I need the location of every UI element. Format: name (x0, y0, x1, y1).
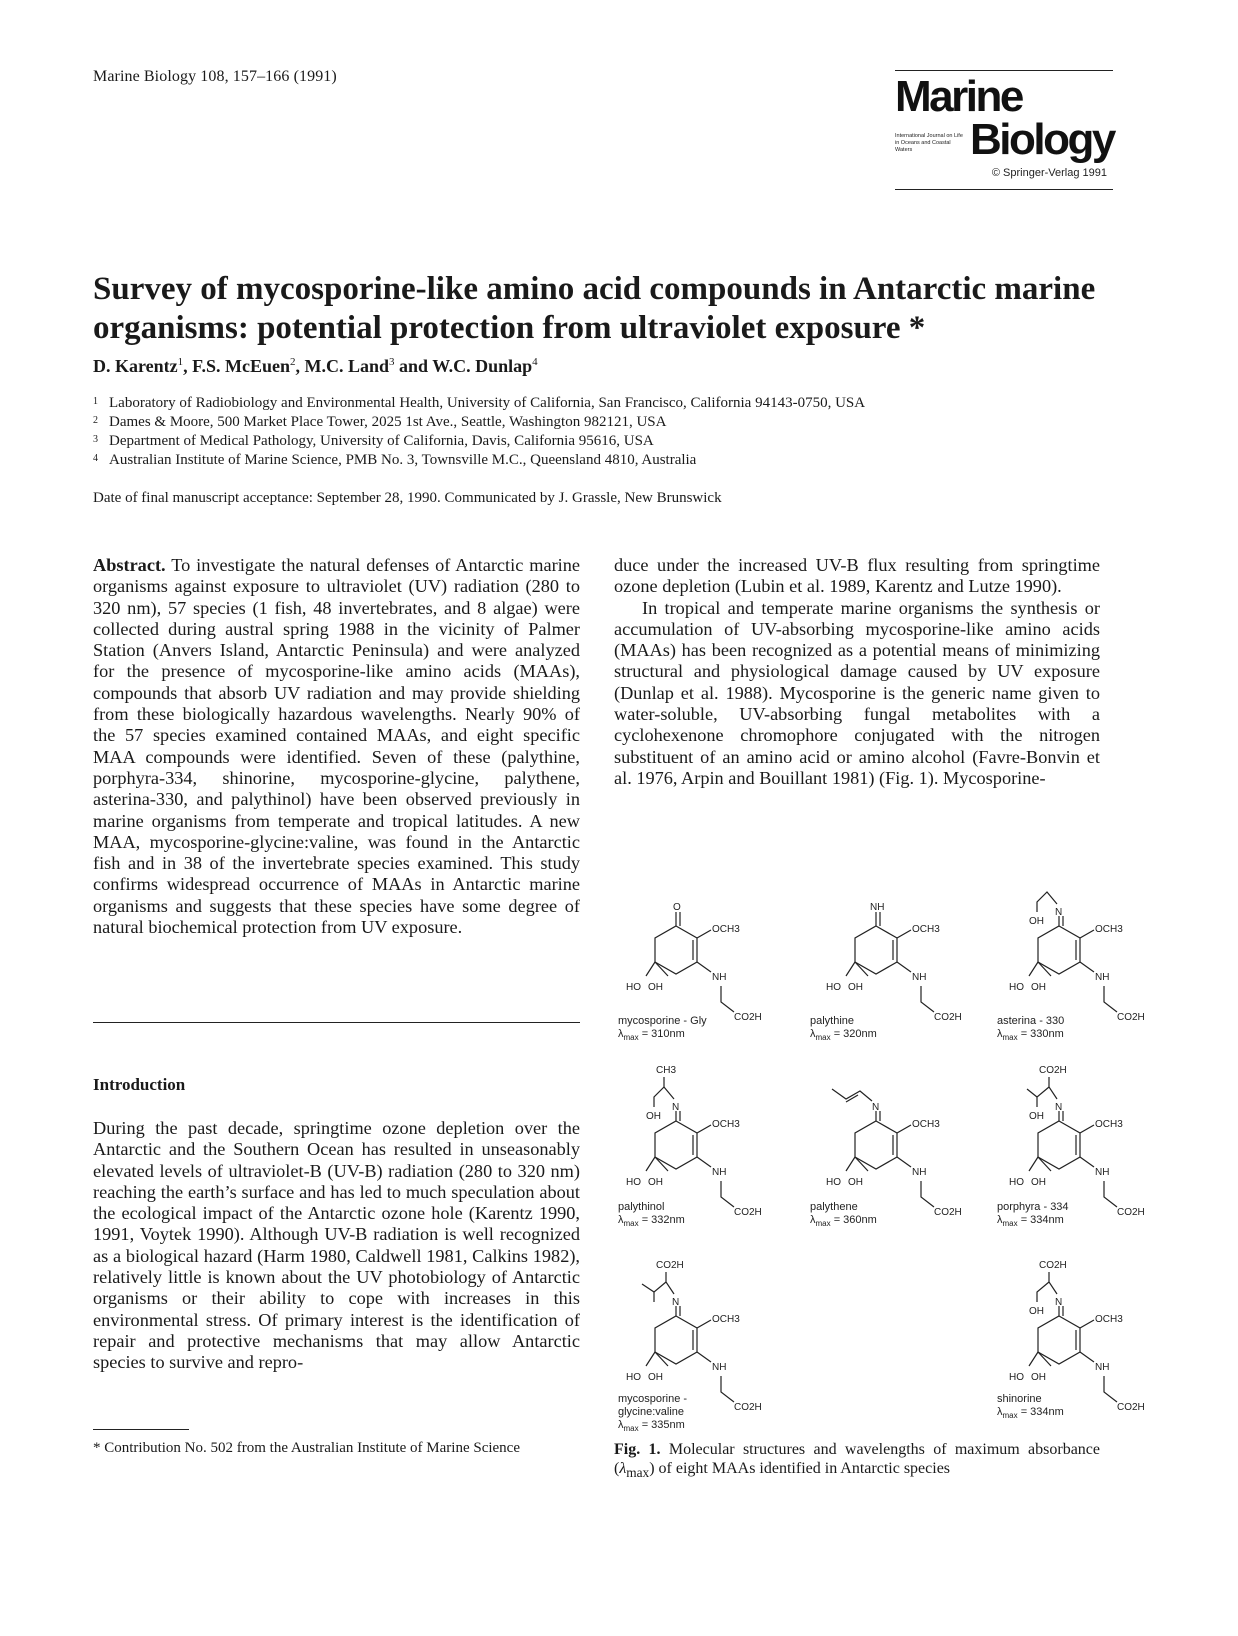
svg-text:HO: HO (1009, 1372, 1024, 1383)
affiliation (93, 394, 1143, 413)
molecule-name: porphyra - 334 (997, 1201, 1069, 1213)
molecule-label (997, 1393, 1064, 1422)
structure-porphyra-334 (1009, 1065, 1145, 1218)
molecule-lambda: = 335nm (641, 1419, 685, 1431)
svg-text:N: N (872, 1102, 880, 1113)
svg-text:NH: NH (1095, 1167, 1110, 1178)
footnote-marker: * (93, 1440, 101, 1456)
article-title: Survey of mycosporine-like amino acid compounds in Antarctic marine organisms: potential protection from ultraviolet exposure * (93, 271, 1096, 346)
author-sep: , (183, 356, 193, 376)
lambda-sub: max (623, 1033, 639, 1043)
affiliation-text: Australian Institute of Marine Science, PMB No. 3, Townsville M.C., Queensland 4810, Australia (109, 452, 697, 468)
molecule-name: asterina - 330 (997, 1015, 1065, 1027)
svg-text:CO2H: CO2H (934, 1207, 962, 1218)
logo-biology: Biology (970, 115, 1114, 164)
figure-number: Fig. 1. (614, 1441, 661, 1458)
lambda-sub: max (623, 1219, 639, 1229)
molecule-lambda: = 320nm (833, 1028, 877, 1040)
svg-text:OCH3: OCH3 (1095, 1314, 1123, 1325)
molecule-lambda: = 334nm (1020, 1406, 1064, 1418)
svg-text:CO2H: CO2H (934, 1012, 962, 1023)
svg-text:OCH3: OCH3 (712, 1119, 740, 1130)
svg-text:O: O (673, 902, 681, 913)
journal-citation: Marine Biology 108, 157–166 (1991) (93, 68, 337, 85)
svg-text:OH: OH (648, 982, 663, 993)
lambda-symbol: λ (810, 1028, 816, 1040)
lambda-sub: max (1002, 1033, 1018, 1043)
author-name: M.C. Land (304, 356, 390, 376)
svg-text:CO2H: CO2H (734, 1402, 762, 1413)
molecule-label (618, 1015, 707, 1044)
svg-text:CO2H: CO2H (656, 1260, 684, 1271)
molecule-name: mycosporine - glycine:valine (618, 1393, 688, 1418)
svg-text:NH: NH (1095, 972, 1110, 983)
svg-text:OCH3: OCH3 (912, 924, 940, 935)
lambda-symbol: λ (618, 1214, 624, 1226)
svg-text:HO: HO (1009, 1177, 1024, 1188)
lambda-symbol: λ (810, 1214, 816, 1226)
svg-text:OH: OH (1031, 1372, 1046, 1383)
svg-text:HO: HO (626, 1372, 641, 1383)
affiliation (93, 432, 1143, 451)
figure-1 (614, 902, 1145, 1434)
structure-asterina-330 (1009, 892, 1145, 1023)
footnote-divider (93, 1429, 189, 1430)
affiliation-text: Department of Medical Pathology, University of California, Davis, California 95616, USA (109, 433, 654, 449)
svg-text:N: N (672, 1297, 680, 1308)
caption-text: ) of eight MAAs identified in Antarctic species (649, 1460, 951, 1477)
lambda-symbol: λ (618, 1419, 624, 1431)
paragraph: In tropical and temperate marine organisms the synthesis or accumulation of UV-absorbing mycosporine-like amino acids (MAAs) has been recognized as a potential means of minimizing structural and physiological damage caused by UV exposure (Dunlap et al. 1988). Mycosporine is the generic name given to water-soluble, UV-absorbing fungal metabolites with a cyclohexenone chromophore conjugated with the nitrogen substituent of an amino acid or amino alcohol (Favre-Bonvin et al. 1976, Arpin and Bouillant 1981) (Fig. 1). Mycosporine- (614, 597, 1100, 788)
svg-text:OH: OH (848, 1177, 863, 1188)
section-heading-introduction: Introduction (93, 1075, 186, 1094)
svg-text:OH: OH (1029, 1306, 1044, 1317)
svg-text:OH: OH (1031, 1177, 1046, 1188)
lambda-symbol: λ (997, 1406, 1003, 1418)
svg-text:NH: NH (712, 972, 727, 983)
svg-text:CO2H: CO2H (1117, 1402, 1145, 1413)
svg-text:CO2H: CO2H (1039, 1065, 1067, 1076)
molecule-lambda: = 334nm (1020, 1214, 1064, 1226)
svg-text:OH: OH (648, 1177, 663, 1188)
affiliation (93, 413, 1143, 432)
abstract (93, 555, 580, 938)
svg-text:NH: NH (912, 972, 927, 983)
author-name: F.S. McEuen (192, 356, 291, 376)
affiliation (93, 451, 1143, 470)
svg-text:OCH3: OCH3 (1095, 924, 1123, 935)
affiliation-text: Laboratory of Radiobiology and Environmental Health, University of California, San Francisco, California 94143-0750, USA (109, 395, 866, 411)
lambda-sub: max (815, 1219, 831, 1229)
svg-text:HO: HO (626, 982, 641, 993)
svg-text:OH: OH (1029, 916, 1044, 927)
svg-text:NH: NH (870, 902, 885, 913)
structure-mycosporine-gly (626, 902, 762, 1023)
right-column-text (614, 555, 1100, 789)
molecule-lambda: = 330nm (1020, 1028, 1064, 1040)
author-and: and (394, 356, 433, 376)
svg-text:OH: OH (646, 1111, 661, 1122)
author-list (93, 356, 538, 377)
molecule-label (618, 1201, 685, 1230)
copyright: © Springer-Verlag 1991 (991, 167, 1107, 179)
footnote (93, 1439, 580, 1458)
molecule-label (810, 1201, 877, 1230)
svg-text:HO: HO (626, 1177, 641, 1188)
lambda-symbol: λ (618, 1028, 624, 1040)
svg-text:N: N (1055, 1297, 1063, 1308)
svg-text:HO: HO (826, 982, 841, 993)
affiliation-num: 1 (93, 396, 98, 407)
paragraph: duce under the increased UV-B flux resulting from springtime ozone depletion (Lubin et al. 1989, Karentz and Lutze 1990). (614, 555, 1100, 597)
logo-marine: Marine (895, 72, 1022, 121)
svg-text:N: N (1055, 907, 1063, 918)
affiliation-num: 4 (93, 453, 98, 464)
affiliation-num: 2 (93, 415, 98, 426)
svg-text:OH: OH (648, 1372, 663, 1383)
svg-text:OCH3: OCH3 (712, 924, 740, 935)
svg-text:CO2H: CO2H (734, 1012, 762, 1023)
svg-text:OH: OH (1029, 1111, 1044, 1122)
affiliation-text: Dames & Moore, 500 Market Place Tower, 2025 1st Ave., Seattle, Washington 982121, USA (109, 414, 667, 430)
svg-text:N: N (672, 1102, 680, 1113)
author-name: D. Karentz (93, 356, 178, 376)
svg-text:OH: OH (1031, 982, 1046, 993)
structure-mycosporine-glycine-valine (626, 1260, 762, 1413)
lambda-sub: max (815, 1033, 831, 1043)
svg-text:NH: NH (712, 1362, 727, 1373)
svg-text:HO: HO (826, 1177, 841, 1188)
affiliation-num: 3 (93, 434, 98, 445)
svg-text:NH: NH (912, 1167, 927, 1178)
molecule-name: shinorine (997, 1393, 1042, 1405)
abstract-label: Abstract. (93, 555, 166, 575)
molecule-lambda: = 360nm (833, 1214, 877, 1226)
lambda-symbol: λ (997, 1028, 1003, 1040)
molecule-lambda: = 310nm (641, 1028, 685, 1040)
logo-tagline: International Journal on Life in Oceans and Coastal Waters (895, 133, 963, 153)
svg-text:CH3: CH3 (656, 1065, 677, 1076)
caption-lambda: λ (619, 1460, 627, 1477)
abstract-divider (93, 1022, 580, 1023)
author-sup: 2 (290, 356, 296, 368)
molecule-label (618, 1393, 738, 1435)
molecule-label (997, 1201, 1069, 1230)
molecule-name: palythinol (618, 1201, 665, 1213)
introduction-para-1 (93, 1118, 580, 1374)
structure-palythine (826, 902, 962, 1023)
affiliations (93, 394, 1143, 470)
acceptance-line: Date of final manuscript acceptance: September 28, 1990. Communicated by J. Grassle, New Brunswick (93, 490, 722, 506)
molecule-label (810, 1015, 877, 1044)
molecule-name: palythene (810, 1201, 858, 1213)
svg-text:HO: HO (1009, 982, 1024, 993)
lambda-symbol: λ (997, 1214, 1003, 1226)
caption-sub: max (626, 1465, 650, 1481)
abstract-text: To investigate the natural defenses of Antarctic marine organisms against exposure to ultraviolet (UV) radiation (280 to 320 nm), 57 species (1 fish, 48 invertebrates, and 8 algae) were collected during austral spring 1988 in the vicinity of Palmer Station (Anvers Island, Antarctic Peninsula) and were analyzed for the presence of mycosporine-like amino acids (MAAs), compounds that absorb UV radiation and may provide shielding from these biologically hazardous wavelengths. Nearly 90% of the 57 species examined contained MAAs, and eight specific MAA compounds were identified. Seven of these (palythine, porphyra-334, shinorine, mycosporine-glycine, palythene, asterina-330, and palythinol) have been observed previously in marine organisms from temperate and tropical latitudes. A new MAA, mycosporine-glycine:valine, was found in the Antarctic fish and in 38 of the invertebrate species examined. This study confirms widespread occurrence of MAAs in Antarctic marine organisms and suggests that these species have some degree of natural biochemical protection from UV exposure. (93, 555, 580, 938)
svg-text:OCH3: OCH3 (912, 1119, 940, 1130)
svg-text:OH: OH (848, 982, 863, 993)
figure-1-structures (614, 902, 1145, 1430)
author-sup: 4 (532, 356, 538, 368)
author-sup: 3 (389, 356, 395, 368)
svg-text:CO2H: CO2H (1039, 1260, 1067, 1271)
author-sep: , (295, 356, 305, 376)
structure-shinorine (1009, 1260, 1145, 1413)
svg-text:OCH3: OCH3 (712, 1314, 740, 1325)
svg-text:N: N (1055, 1102, 1063, 1113)
molecule-lambda: = 332nm (641, 1214, 685, 1226)
molecule-name: mycosporine - Gly (618, 1015, 707, 1027)
lambda-sub: max (623, 1424, 639, 1434)
lambda-sub: max (1002, 1219, 1018, 1229)
molecule-name: palythine (810, 1015, 855, 1027)
author-name: W.C. Dunlap (432, 356, 533, 376)
molecule-label (997, 1015, 1064, 1044)
footnote-text: Contribution No. 502 from the Australian Institute of Marine Science (104, 1440, 521, 1456)
caption-text: Molecular structures and wavelengths of maximum absorbance ( (614, 1441, 1101, 1477)
author-sup: 1 (177, 356, 184, 368)
lambda-sub: max (1002, 1411, 1018, 1421)
svg-text:CO2H: CO2H (1117, 1012, 1145, 1023)
structure-palythene (826, 1089, 962, 1218)
svg-text:CO2H: CO2H (734, 1207, 762, 1218)
svg-text:CO2H: CO2H (1117, 1207, 1145, 1218)
svg-text:OCH3: OCH3 (1095, 1119, 1123, 1130)
figure-caption (614, 1440, 1100, 1482)
paragraph: During the past decade, springtime ozone depletion over the Antarctic and the Southern Ocean has resulted in unseasonably elevated levels of ultraviolet-B (UV-B) radiation (280 to 320 nm) reaching the earth’s surface and has led to much speculation about the ecological impact of the Antarctic ozone hole (Karentz 1990, 1991, Voytek 1990). Although UV-B radiation is well recognized as a biological hazard (Harm 1980, Caldwell 1981, Calkins 1982), relatively little is known about the UV photobiology of Antarctic organisms or their ability to cope with increases in this environmental stress. Of primary interest is the identification of repair and protective mechanisms that may allow Antarctic species to survive and repro- (93, 1118, 580, 1373)
svg-text:NH: NH (1095, 1362, 1110, 1373)
journal-logo (895, 70, 1113, 190)
structure-palythinol (626, 1065, 762, 1218)
svg-text:NH: NH (712, 1167, 727, 1178)
